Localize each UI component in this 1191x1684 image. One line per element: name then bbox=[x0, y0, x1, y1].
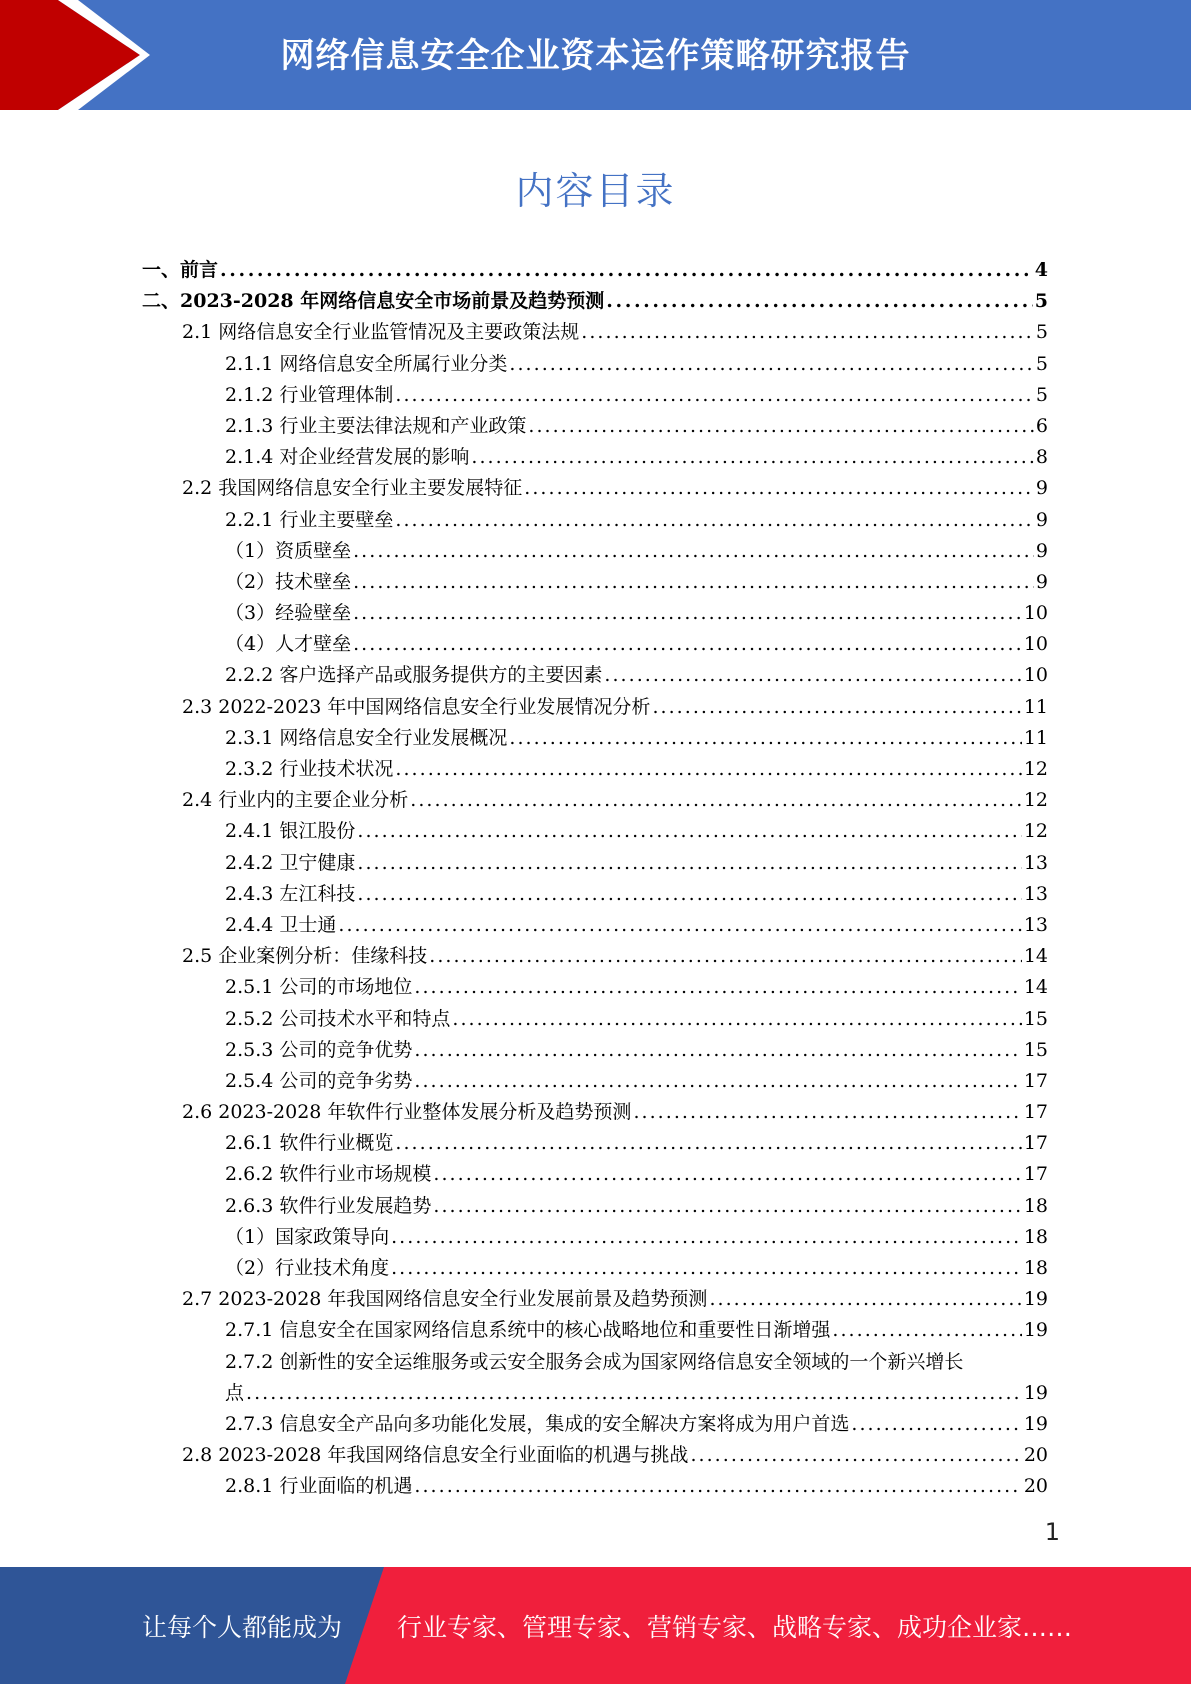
dot-leader bbox=[414, 1471, 1021, 1502]
toc-entry[interactable] bbox=[142, 442, 1048, 473]
toc-entry-title: 2.6.1 软件行业概览 bbox=[225, 1132, 394, 1155]
toc-entry-title: 2.6.3 软件行业发展趋势 bbox=[225, 1194, 432, 1217]
toc-entry-title: 2.5.2 公司技术水平和特点 bbox=[225, 1007, 451, 1030]
dot-leader bbox=[391, 1222, 1022, 1253]
toc-entry-title: 一、前言 bbox=[142, 259, 219, 281]
dot-leader bbox=[220, 255, 1033, 286]
toc-entry-title: （4）人才壁垒 bbox=[225, 633, 352, 656]
toc-entry-title: 2.5.3 公司的竞争优势 bbox=[225, 1038, 413, 1061]
toc-page-number: 10 bbox=[1023, 602, 1048, 625]
toc-entry[interactable] bbox=[142, 1284, 1048, 1315]
toc-entry-title: 2.1 网络信息安全行业监管情况及主要政策法规 bbox=[182, 321, 580, 344]
dot-leader bbox=[353, 536, 1034, 567]
toc-entry[interactable] bbox=[142, 567, 1048, 598]
toc-entry[interactable] bbox=[142, 972, 1048, 1003]
toc-entry[interactable] bbox=[142, 1253, 1048, 1284]
toc-page-number: 17 bbox=[1023, 1163, 1048, 1186]
toc-page-number: 19 bbox=[1023, 1381, 1048, 1404]
toc-entry[interactable] bbox=[142, 910, 1048, 941]
toc-page-number: 9 bbox=[1035, 508, 1048, 531]
dot-leader bbox=[395, 1128, 1021, 1159]
dot-leader bbox=[353, 598, 1022, 629]
toc-page-number: 20 bbox=[1023, 1444, 1048, 1467]
toc-page-number: 17 bbox=[1023, 1132, 1048, 1155]
toc-entry[interactable] bbox=[142, 1222, 1048, 1253]
toc-entry-title: 2.1.1 网络信息安全所属行业分类 bbox=[225, 352, 508, 375]
toc-page-number: 12 bbox=[1023, 789, 1048, 812]
toc-page-number: 6 bbox=[1035, 414, 1048, 437]
toc-entry-title: 2.6.2 软件行业市场规模 bbox=[225, 1163, 432, 1186]
dot-leader bbox=[338, 910, 1021, 941]
toc-entry-title: 2.1.3 行业主要法律法规和产业政策 bbox=[225, 414, 527, 437]
toc-page-number: 13 bbox=[1023, 851, 1048, 874]
toc-entry[interactable] bbox=[142, 660, 1048, 691]
toc-page-number: 5 bbox=[1035, 383, 1048, 406]
dot-leader bbox=[414, 1066, 1021, 1097]
toc-entry[interactable] bbox=[142, 473, 1048, 504]
toc-page-number: 5 bbox=[1035, 321, 1048, 344]
toc-entry-title: 2.7.2 创新性的安全运维服务或云安全服务会成为国家网络信息安全领域的一个新兴增长 bbox=[225, 1350, 964, 1373]
toc-entry[interactable] bbox=[142, 1097, 1048, 1128]
dot-leader bbox=[528, 411, 1034, 442]
toc-entry-title: （3）经验壁垒 bbox=[225, 602, 352, 625]
toc-entry-title: （1）国家政策导向 bbox=[225, 1225, 390, 1248]
toc-entry[interactable] bbox=[142, 723, 1048, 754]
dot-leader bbox=[429, 941, 1022, 972]
toc-entry[interactable] bbox=[142, 1128, 1048, 1159]
toc-entry-title: 2.8 2023-2028 年我国网络信息安全行业面临的机遇与挑战 bbox=[182, 1444, 689, 1467]
dot-leader bbox=[414, 972, 1021, 1003]
toc-page-number: 18 bbox=[1023, 1257, 1048, 1279]
dot-leader bbox=[509, 349, 1034, 380]
toc-entry-title: 2.5.4 公司的竞争劣势 bbox=[225, 1069, 413, 1092]
toc-entry-title: 2.7.3 信息安全产品向多功能化发展，集成的安全解决方案将成为用户首选 bbox=[225, 1412, 850, 1435]
dot-leader bbox=[391, 1253, 1022, 1284]
toc-entry[interactable] bbox=[142, 785, 1048, 816]
toc-page-number: 14 bbox=[1023, 945, 1048, 968]
toc-entry[interactable] bbox=[142, 317, 1048, 348]
toc-page-number: 9 bbox=[1035, 570, 1048, 593]
header-banner bbox=[0, 0, 1191, 110]
toc-page-number: 13 bbox=[1023, 913, 1048, 936]
toc-entry[interactable] bbox=[142, 349, 1048, 380]
dot-leader bbox=[395, 380, 1034, 411]
toc-page-number: 15 bbox=[1023, 1007, 1048, 1030]
toc-page-number: 20 bbox=[1023, 1475, 1048, 1498]
toc-page-number: 13 bbox=[1023, 882, 1048, 905]
toc-entry-title: 2.4.2 卫宁健康 bbox=[225, 851, 356, 874]
toc-entry[interactable] bbox=[142, 505, 1048, 536]
toc-entry-title: 二、2023-2028 年网络信息安全市场前景及趋势预测 bbox=[142, 290, 605, 313]
toc-entry[interactable] bbox=[142, 816, 1048, 847]
dot-leader bbox=[604, 660, 1021, 691]
toc-entry-title: 2.3.1 网络信息安全行业发展概况 bbox=[225, 726, 508, 749]
toc-entry-title-cont: 点 bbox=[225, 1381, 245, 1404]
toc-entry[interactable] bbox=[142, 1004, 1048, 1035]
toc-entry[interactable] bbox=[142, 629, 1048, 660]
footer-slogan-left: 让每个人都能成为 bbox=[142, 1612, 343, 1642]
toc-entry[interactable] bbox=[142, 1315, 1048, 1346]
dot-leader bbox=[246, 1378, 1022, 1409]
dot-leader bbox=[357, 848, 1021, 879]
toc-entry[interactable] bbox=[142, 255, 1048, 286]
toc-page-number: 5 bbox=[1035, 352, 1048, 375]
toc-page-number: 8 bbox=[1035, 446, 1048, 469]
toc-entry[interactable] bbox=[142, 692, 1048, 723]
dot-leader bbox=[709, 1284, 1021, 1315]
toc-heading: 内容目录 bbox=[515, 169, 676, 213]
toc-entry[interactable] bbox=[142, 1159, 1048, 1190]
dot-leader bbox=[509, 723, 1021, 754]
dot-leader bbox=[471, 442, 1034, 473]
toc-entry-title: 2.4.1 银江股份 bbox=[225, 820, 356, 843]
toc-entry[interactable] bbox=[142, 411, 1048, 442]
dot-leader bbox=[353, 629, 1022, 660]
dot-leader bbox=[606, 286, 1033, 317]
toc-entry[interactable] bbox=[142, 1471, 1048, 1502]
dot-leader bbox=[414, 1035, 1021, 1066]
toc-entry[interactable] bbox=[142, 1066, 1048, 1097]
toc-entry-title: 2.4 行业内的主要企业分析 bbox=[182, 789, 409, 812]
footer-banner bbox=[0, 1567, 1191, 1684]
dot-leader bbox=[410, 785, 1022, 816]
dot-leader bbox=[832, 1315, 1021, 1346]
toc-entry-title: 2.3.2 行业技术状况 bbox=[225, 758, 394, 780]
footer-slogan-right: 行业专家、管理专家、营销专家、战略专家、成功企业家…… bbox=[397, 1612, 1073, 1642]
dot-leader bbox=[395, 505, 1034, 536]
toc-entry[interactable] bbox=[142, 1191, 1048, 1222]
table-of-contents bbox=[142, 255, 1048, 1503]
toc-page-number: 4 bbox=[1034, 259, 1048, 281]
toc-entry[interactable] bbox=[142, 1347, 1048, 1409]
report-title bbox=[0, 0, 1191, 110]
dot-leader bbox=[395, 754, 1021, 785]
toc-entry-title: 2.5.1 公司的市场地位 bbox=[225, 976, 413, 999]
toc-page-number: 19 bbox=[1023, 1288, 1048, 1311]
toc-entry[interactable] bbox=[142, 598, 1048, 629]
toc-page-number: 12 bbox=[1023, 820, 1048, 843]
dot-leader bbox=[633, 1097, 1021, 1128]
toc-entry[interactable] bbox=[142, 536, 1048, 567]
toc-page-number: 18 bbox=[1023, 1225, 1048, 1248]
page-number: 1 bbox=[1044, 1518, 1060, 1546]
toc-entry[interactable] bbox=[142, 286, 1048, 317]
toc-entry[interactable] bbox=[142, 1440, 1048, 1471]
toc-page-number: 9 bbox=[1035, 539, 1048, 562]
dot-leader bbox=[652, 692, 1021, 723]
toc-entry-title: 2.7.1 信息安全在国家网络信息系统中的核心战略地位和重要性日渐增强 bbox=[225, 1319, 831, 1342]
toc-entry-title: 2.1.2 行业管理体制 bbox=[225, 383, 394, 406]
toc-entry-title: （2）技术壁垒 bbox=[225, 570, 352, 593]
dot-leader bbox=[357, 879, 1021, 910]
toc-page-number: 17 bbox=[1023, 1069, 1048, 1092]
toc-page-number: 17 bbox=[1023, 1101, 1048, 1124]
toc-page-number: 19 bbox=[1023, 1319, 1048, 1342]
toc-entry[interactable] bbox=[142, 879, 1048, 910]
toc-page-number: 9 bbox=[1035, 477, 1048, 500]
dot-leader bbox=[690, 1440, 1021, 1471]
toc-entry-title: （1）资质壁垒 bbox=[225, 539, 352, 562]
toc-entry[interactable] bbox=[142, 754, 1048, 785]
dot-leader bbox=[433, 1159, 1021, 1190]
dot-leader bbox=[357, 816, 1021, 847]
toc-entry-title: 2.1.4 对企业经营发展的影响 bbox=[225, 446, 470, 469]
toc-page-number: 18 bbox=[1023, 1194, 1048, 1217]
toc-entry-title: 2.8.1 行业面临的机遇 bbox=[225, 1475, 413, 1498]
toc-entry-title: （2）行业技术角度 bbox=[225, 1257, 390, 1279]
dot-leader bbox=[581, 317, 1034, 348]
toc-entry[interactable] bbox=[142, 941, 1048, 972]
dot-leader bbox=[433, 1191, 1021, 1222]
dot-leader bbox=[452, 1004, 1021, 1035]
toc-entry[interactable] bbox=[142, 1409, 1048, 1440]
toc-page-number: 5 bbox=[1034, 290, 1048, 313]
dot-leader bbox=[524, 473, 1034, 504]
toc-page-number: 10 bbox=[1023, 633, 1048, 656]
toc-entry[interactable] bbox=[142, 848, 1048, 879]
report-title-text: 网络信息安全企业资本运作策略研究报告 bbox=[280, 35, 911, 76]
toc-entry-title: 2.4.3 左江科技 bbox=[225, 882, 356, 905]
toc-entry[interactable] bbox=[142, 1035, 1048, 1066]
toc-page-number: 11 bbox=[1023, 726, 1048, 749]
dot-leader bbox=[851, 1409, 1021, 1440]
toc-entry-title: 2.7 2023-2028 年我国网络信息安全行业发展前景及趋势预测 bbox=[182, 1288, 708, 1311]
toc-page-number: 15 bbox=[1023, 1038, 1048, 1061]
toc-entry-title: 2.2 我国网络信息安全行业主要发展特征 bbox=[182, 477, 523, 500]
toc-page-number: 19 bbox=[1023, 1412, 1048, 1435]
toc-entry-title: 2.2.2 客户选择产品或服务提供方的主要因素 bbox=[225, 664, 603, 687]
toc-entry-title: 2.2.1 行业主要壁垒 bbox=[225, 508, 394, 531]
toc-entry-title: 2.4.4 卫士通 bbox=[225, 913, 337, 936]
toc-entry-title: 2.6 2023-2028 年软件行业整体发展分析及趋势预测 bbox=[182, 1101, 632, 1124]
toc-page-number: 11 bbox=[1023, 695, 1048, 718]
dot-leader bbox=[353, 567, 1034, 598]
toc-page-number: 12 bbox=[1023, 758, 1048, 780]
toc-page-number: 10 bbox=[1023, 664, 1048, 687]
toc-page-number: 14 bbox=[1023, 976, 1048, 999]
toc-entry-title: 2.3 2022-2023 年中国网络信息安全行业发展情况分析 bbox=[182, 695, 651, 718]
toc-entry[interactable] bbox=[142, 380, 1048, 411]
toc-entry-title: 2.5 企业案例分析：佳缘科技 bbox=[182, 945, 428, 968]
